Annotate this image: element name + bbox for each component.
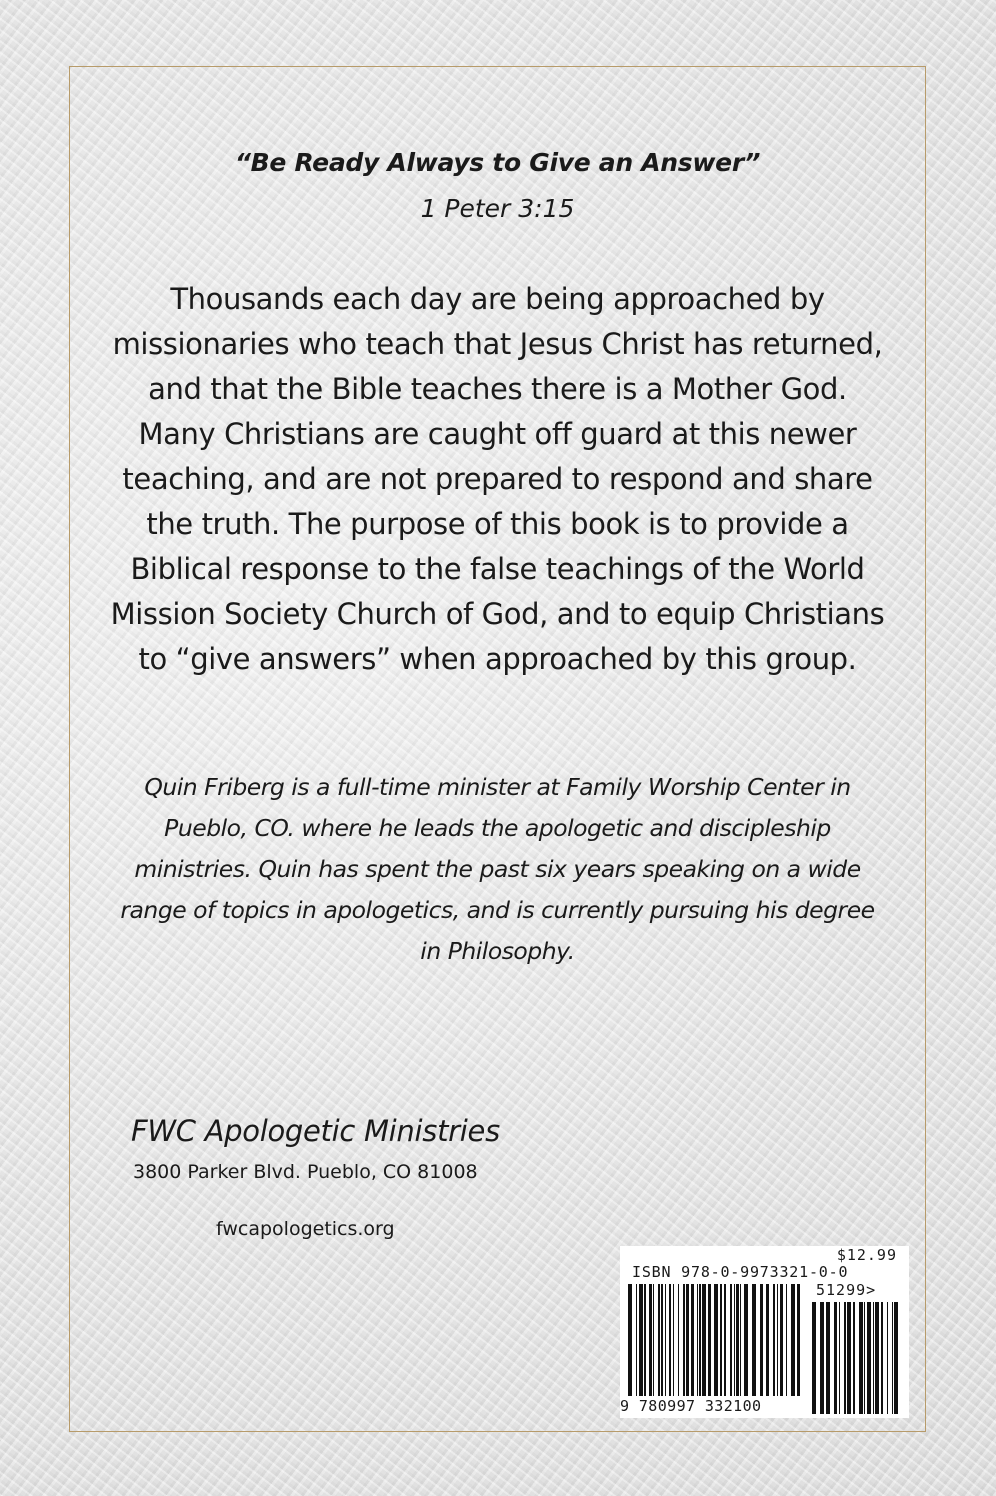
barcode-bar — [724, 1284, 726, 1396]
barcode-bar — [859, 1302, 863, 1414]
barcode-bar — [714, 1284, 718, 1396]
barcode-bar — [686, 1284, 689, 1396]
publisher-address: 3800 Parker Blvd. Pueblo, CO 81008 — [133, 1161, 478, 1183]
barcode-bar — [887, 1302, 888, 1414]
barcode-bar — [658, 1284, 660, 1396]
barcode-bar — [881, 1302, 883, 1414]
barcode-bar — [730, 1284, 732, 1396]
barcode-bar — [820, 1302, 824, 1414]
publisher-website: fwcapologetics.org — [216, 1218, 395, 1240]
barcode-bar — [867, 1302, 871, 1414]
barcode-bar — [773, 1284, 775, 1396]
cover-quote: “Be Ready Always to Give an Answer” — [234, 148, 761, 177]
cover-frame — [69, 66, 926, 1432]
barcode-bar — [894, 1302, 898, 1414]
publisher-name: FWC Apologetic Ministries — [131, 1114, 500, 1148]
barcode-bar — [826, 1302, 830, 1414]
isbn-barcode — [620, 1246, 909, 1418]
book-description: Thousands each day are being approached by missionaries who teach that Jesus Christ has returned, and that the Bible teaches there is a Mother God. Many Christians are caught off guard at this newer teaching, and are not prepared to respond and share the truth. The purpose of this book is to provide a Biblical response to the false teachings of the World Mission Society Church of God, and to equip Christians to “give answers” when approached by this group. — [110, 282, 885, 676]
barcode-bar — [683, 1284, 685, 1396]
barcode-bar — [892, 1302, 893, 1414]
barcode-bar — [691, 1284, 694, 1396]
barcode-addon-code: 51299> — [816, 1281, 877, 1299]
scripture-reference: 1 Peter 3:15 — [420, 194, 575, 223]
barcode-bar — [791, 1284, 795, 1396]
barcode-bar — [736, 1284, 739, 1396]
barcode-bar — [649, 1284, 652, 1396]
barcode-bar — [812, 1302, 816, 1414]
barcode-bar — [766, 1284, 769, 1396]
barcode-bar — [744, 1284, 748, 1396]
barcode-addon-bars — [812, 1302, 898, 1414]
barcode-bar — [665, 1284, 666, 1396]
author-bio: Quin Friberg is a full-time minister at Family Worship Center in Pueblo, CO. where he leads the apologetic and discipleship ministries. Quin has spent the past six years speaking on a wide range of topics in apologetics, and is currently pursuing his degree in Philosophy. — [120, 773, 875, 965]
barcode-bar — [873, 1302, 874, 1414]
barcode-bar — [644, 1284, 646, 1396]
barcode-bar — [697, 1284, 698, 1396]
barcode-bar — [661, 1284, 663, 1396]
barcode-bar — [702, 1284, 706, 1396]
barcode-bar — [636, 1284, 637, 1396]
barcode-bar — [653, 1284, 654, 1396]
barcode-bar — [699, 1284, 701, 1396]
barcode-bar — [875, 1302, 879, 1414]
barcode-bar — [628, 1284, 632, 1396]
barcode-main-bars — [628, 1284, 800, 1396]
barcode-bar — [834, 1302, 837, 1414]
barcode-bar — [678, 1284, 679, 1396]
barcode-bar — [673, 1284, 674, 1396]
barcode-bar — [839, 1302, 840, 1414]
barcode-bar — [720, 1284, 722, 1396]
barcode-price: $12.99 — [836, 1246, 897, 1264]
barcode-bar — [853, 1302, 855, 1414]
barcode-bar — [708, 1284, 711, 1396]
barcode-digits: 9 780997 332100 — [620, 1397, 762, 1415]
barcode-bar — [786, 1284, 787, 1396]
barcode-bar — [760, 1284, 763, 1396]
barcode-bar — [847, 1302, 851, 1414]
barcode-bar — [734, 1284, 735, 1396]
barcode-bar — [844, 1302, 846, 1414]
barcode-bar — [797, 1284, 800, 1396]
barcode-bar — [669, 1284, 671, 1396]
barcode-bar — [777, 1284, 778, 1396]
barcode-bar — [752, 1284, 756, 1396]
barcode-bar — [639, 1284, 643, 1396]
barcode-bars — [620, 1246, 909, 1418]
barcode-isbn: ISBN 978-0-9973321-0-0 — [632, 1263, 849, 1281]
barcode-bar — [780, 1284, 783, 1396]
barcode-bar — [740, 1284, 741, 1396]
barcode-bar — [864, 1302, 865, 1414]
